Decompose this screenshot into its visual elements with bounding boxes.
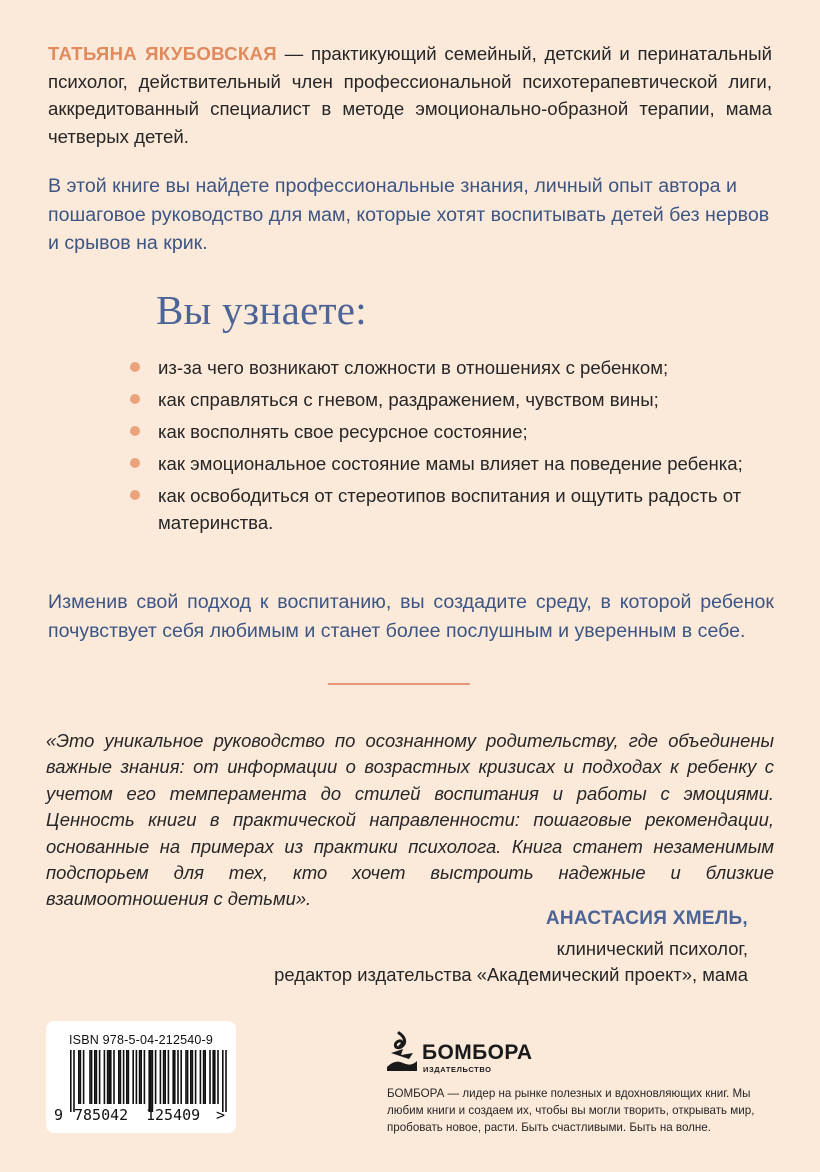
publisher-logo-subtitle: ИЗДАТЕЛЬСТВО [423,1065,492,1074]
author-bio-text: — практикующий семейный, детский и перинатальный психолог, действительный член профессиональной психотерапевтической лиги, аккредитованный специалист в методе эмоционально-образной терапии, мама четверых детей. [48,43,772,147]
publisher-description: БОМБОРА — лидер на рынке полезных и вдохновляющих книг. Мы любим книги и создаем их, чтобы вы могли творить, открывать мир, пробовать новое, расти. Быть счастливыми. Быть на волне. [387,1087,755,1134]
learn-list-item: как эмоциональное состояние мамы влияет на поведение ребенка; [130,450,750,477]
reviewer-role: клинический психолог, [556,938,748,959]
reviewer-name: АНАСТАСИЯ ХМЕЛЬ, [545,908,748,929]
barcode-digits-left: 785042 [74,1106,129,1124]
barcode-digits-right: 125409 [146,1106,201,1124]
reviewer-role-detail: редактор издательства «Академический проект», мама [274,964,748,985]
author-name: ТАТЬЯНА ЯКУБОВСКАЯ [48,43,277,64]
publisher-logo-text: БОМБОРА [422,1041,533,1064]
isbn-barcode [46,1021,236,1133]
bullet-dot-icon [130,458,140,468]
learn-list-item: как освободиться от стереотипов воспитания и ощутить радость от материнства. [130,482,750,536]
review-quote: «Это уникальное руководство по осознанному родительству, где объединены важные знания: от информации о возрастных кризисах и подходах к ребенку с учетом его темперамента до стилей воспитания и работы с эмоциями. Ценность книги в практической направленности: пошаговые рекомендации, основанные на примерах из практики психолога. Книга станет незаменимым подспорьем для тех, кто хочет выстроить надежные и близкие взаимоотношения с детьми». [46,730,774,910]
barcode-quiet-mark: > [216,1106,226,1124]
bullet-dot-icon [130,362,140,372]
barcode-bars-icon [70,1050,230,1112]
learn-list-item: как справляться с гневом, раздражением, чувством вины; [130,386,750,413]
bullet-dot-icon [130,394,140,404]
bullet-dot-icon [130,426,140,436]
section-divider [328,683,470,685]
isbn-label: ISBN 978-5-04-212540-9 [69,1033,214,1047]
author-bio [48,40,772,150]
bombora-wave-icon [385,1031,419,1077]
publisher-logo [385,1029,533,1077]
intro-paragraph: В этой книге вы найдете профессиональные знания, личный опыт автора и пошаговое руководство для мам, которые хотят воспитывать детей без нервов и срывов на крик. [48,175,770,254]
learn-list-item: из-за чего возникают сложности в отношениях с ребенком; [130,354,750,381]
learn-list [130,354,750,541]
outro-paragraph: Изменив свой подход к воспитанию, вы создадите среду, в которой ребенок почувствует себя любимым и станет более послушным и уверенным в себе. [48,591,774,642]
learn-heading: Вы узнаете: [156,287,367,333]
learn-list-item: как восполнять свое ресурсное состояние; [130,418,750,445]
bullet-dot-icon [130,490,140,500]
barcode-digit-first: 9 [54,1106,64,1124]
